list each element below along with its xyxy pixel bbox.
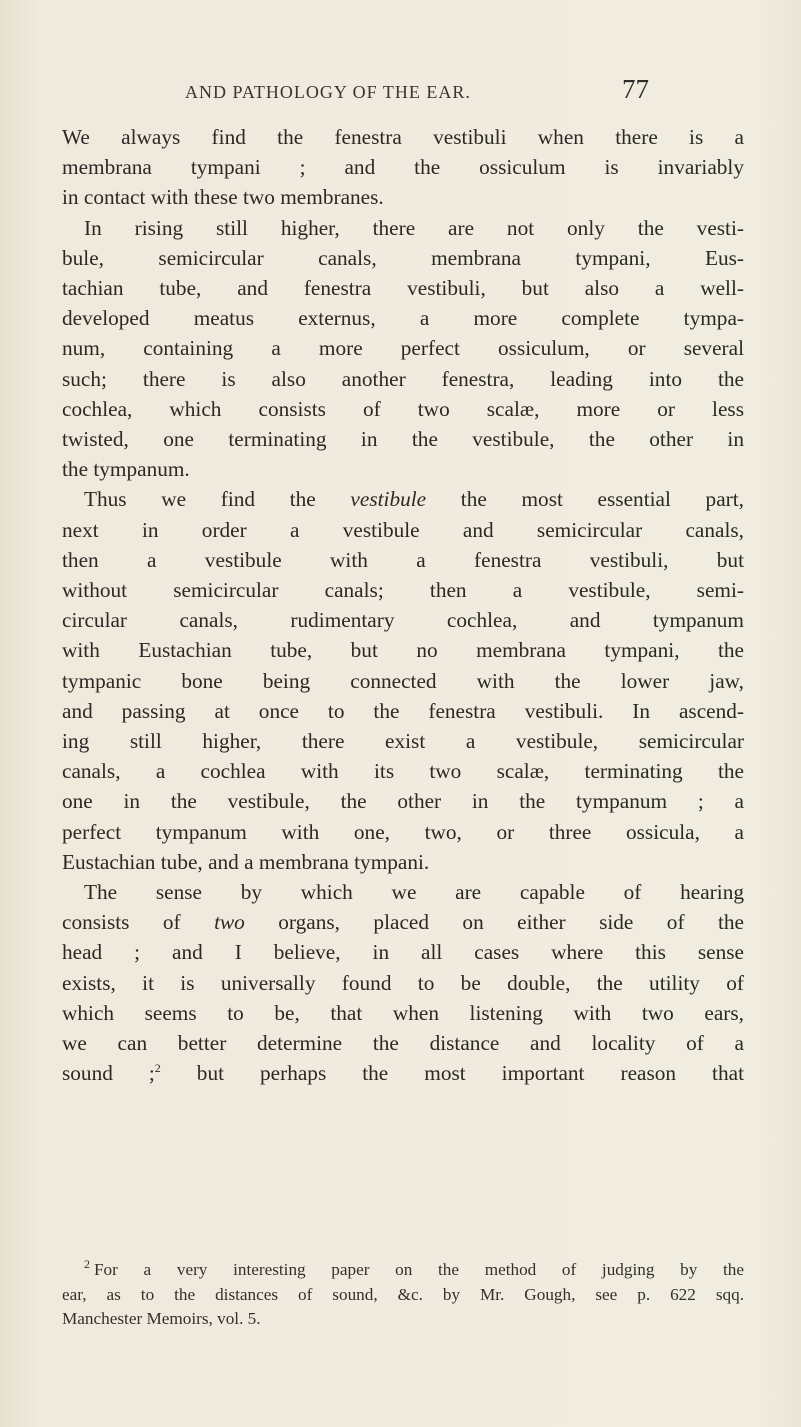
text-line: the tympanum. <box>62 457 190 482</box>
text-line: perfect tympanum with one, two, or three ossicula, a <box>62 819 744 844</box>
text-line: we can better determine the distance and locality of a <box>62 1031 744 1056</box>
text-line: circular canals, rudimentary cochlea, and tympanum <box>62 608 744 633</box>
running-title: AND PATHOLOGY OF THE EAR. <box>185 82 471 102</box>
footnote-reference: 2 <box>154 1061 161 1076</box>
text-segment: Thus we find the <box>84 487 316 512</box>
text-segment: sound ; <box>62 1061 155 1086</box>
page-header <box>0 72 801 112</box>
italic-term: two <box>214 910 245 935</box>
text-line: bule, semicircular canals, membrana tympani, Eus- <box>62 245 744 270</box>
footnote-marker: 2 <box>84 1257 90 1272</box>
text-line <box>62 907 744 937</box>
text-segment: but perhaps the most important reason that <box>196 1061 744 1086</box>
text-line: with Eustachian tube, but no membrana tympani, the <box>62 638 744 663</box>
text-line: then a vestibule with a fenestra vestibuli, but <box>62 547 744 572</box>
text-line: in contact with these two membranes. <box>62 185 384 210</box>
text-segment: consists of <box>62 910 181 935</box>
footnote-text: For a very interesting paper on the method of judging by the <box>94 1260 744 1279</box>
text-line: next in order a vestibule and semicircular canals, <box>62 517 744 542</box>
text-line: twisted, one terminating in the vestibule, the other in <box>62 427 744 452</box>
footnote-line: ear, as to the distances of sound, &c. by Mr. Gough, see p. 622 sqq. <box>62 1284 744 1304</box>
body-text <box>62 122 744 1089</box>
text-line: Eustachian tube, and a membrana tympani. <box>62 849 430 874</box>
text-line: We always find the fenestra vestibuli when there is a <box>62 125 744 149</box>
text-line: num, containing a more perfect ossiculum, or several <box>62 336 744 361</box>
text-line: tachian tube, and fenestra vestibuli, but also a well- <box>62 276 744 301</box>
text-line: ing still higher, there exist a vestibule, semicircular <box>62 729 744 754</box>
footnote-line: Manchester Memoirs, vol. 5. <box>62 1309 261 1328</box>
italic-term: vestibule <box>350 487 427 512</box>
text-line: one in the vestibule, the other in the tympanum ; a <box>62 789 744 814</box>
text-line: such; there is also another fenestra, leading into the <box>62 366 744 391</box>
text-line: tympanic bone being connected with the lower jaw, <box>62 668 744 693</box>
text-line: The sense by which we are capable of hearing <box>84 880 744 905</box>
text-line: In rising still higher, there are not only the vesti- <box>84 215 744 240</box>
text-segment: the most essential part, <box>460 487 744 512</box>
text-line: developed meatus externus, a more complete tympa- <box>62 306 744 331</box>
page-number: 77 <box>622 74 649 104</box>
text-line <box>62 1058 744 1088</box>
footnote-line <box>62 1258 744 1283</box>
text-line: and passing at once to the fenestra vestibuli. In ascend- <box>62 698 744 723</box>
text-line: head ; and I believe, in all cases where this sense <box>62 940 744 965</box>
text-line: membrana tympani ; and the ossiculum is invariably <box>62 155 744 180</box>
text-line: exists, it is universally found to be double, the utility of <box>62 970 744 995</box>
text-segment: organs, placed on either side of the <box>278 910 745 935</box>
text-line: which seems to be, that when listening with two ears, <box>62 1000 744 1025</box>
text-line <box>62 484 744 514</box>
text-line: canals, a cochlea with its two scalæ, terminating the <box>62 759 744 784</box>
text-line: without semicircular canals; then a vestibule, semi- <box>62 578 744 603</box>
footnote <box>62 1258 744 1332</box>
text-line: cochlea, which consists of two scalæ, more or less <box>62 396 744 421</box>
